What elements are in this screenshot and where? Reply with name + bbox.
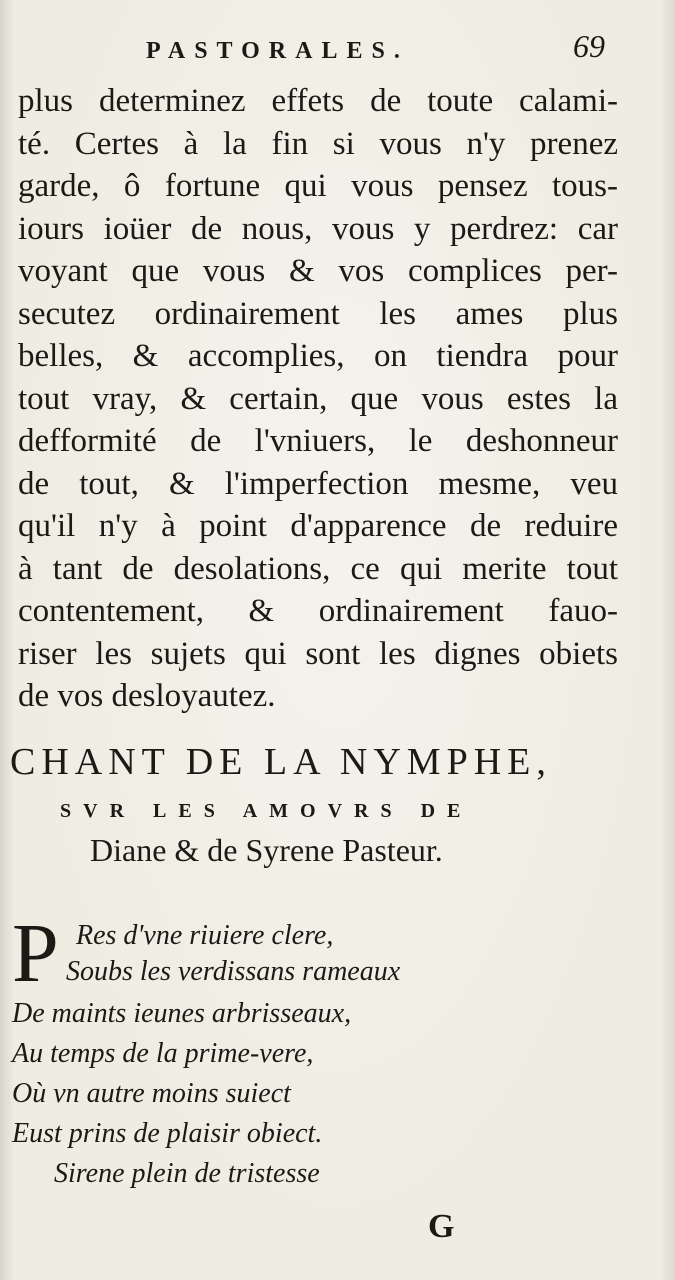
prose-line: contentement, & ordinairement fauo-	[18, 593, 618, 629]
poem-verse: Où vn autre moins suiect	[12, 1078, 291, 1109]
prose-line: defformité de l'vniuers, le deshonneur	[18, 423, 618, 459]
prose-line: plus determinez effets de toute calami-	[18, 83, 618, 119]
prose-line: belles, & accomplies, on tiendra pour	[18, 338, 618, 374]
prose-line: voyant que vous & vos complices per-	[18, 253, 618, 289]
running-head: PASTORALES.	[146, 38, 409, 64]
poem-verse: Res d'vne riuiere clere,	[76, 920, 334, 951]
prose-line: garde, ô fortune qui vous pensez tous-	[18, 168, 618, 204]
drop-capital: P	[12, 907, 59, 1000]
prose-line: de vos desloyautez.	[18, 678, 276, 714]
poem-verse: Sirene plein de tristesse	[54, 1158, 320, 1189]
section-title: CHANT DE LA NYMPHE,	[10, 741, 552, 783]
poem-verse: Au temps de la prime-vere,	[12, 1038, 314, 1069]
poem-verse: Eust prins de plaisir obiect.	[12, 1118, 323, 1149]
prose-line: de tout, & l'imperfection mesme, veu	[18, 465, 618, 502]
signature-mark: G	[428, 1208, 455, 1245]
prose-line: iours ioüer de nous, vous y perdrez: car	[18, 210, 618, 247]
prose-line: riser les sujets qui sont les dignes obiets	[18, 635, 618, 672]
prose-line: qu'il n'y à point d'apparence de reduire	[18, 508, 618, 544]
page-number: 69	[573, 28, 605, 64]
poem-verse: Soubs les verdissans rameaux	[66, 956, 401, 987]
prose-line: à tant de desolations, ce qui merite tout	[18, 550, 618, 587]
prose-line: secutez ordinairement les ames plus	[18, 295, 618, 332]
poem-verse: De maints ieunes arbrisseaux,	[12, 998, 352, 1029]
section-subtitle: SVR LES AMOVRS DE	[60, 800, 473, 822]
prose-line: tout vray, & certain, que vous estes la	[18, 380, 618, 417]
section-subtitle-2: Diane & de Syrene Pasteur.	[90, 832, 443, 868]
prose-line: té. Certes à la fin si vous n'y prenez	[18, 125, 618, 162]
prose-block	[18, 80, 618, 718]
